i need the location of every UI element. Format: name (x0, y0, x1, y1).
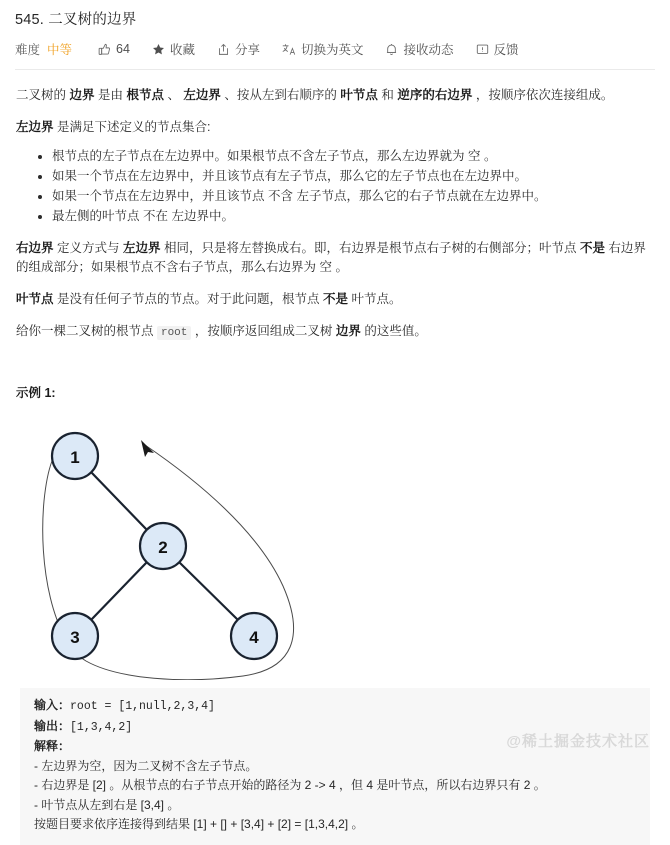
difficulty-label: 难度 (15, 43, 41, 57)
list-item: • 根节点的左子节点在左边界中。如果根节点不含左子节点，那么左边界就为 空 。 (52, 146, 654, 166)
p1-b2: 根节点 (126, 88, 164, 102)
translate-icon (282, 43, 296, 56)
list-item: • 最左侧的叶节点 不在 左边界中。 (52, 206, 654, 226)
description-paragraph-2 (16, 118, 654, 137)
translate-label: 切换为英文 (300, 43, 364, 57)
feedback-label: 反馈 (493, 43, 519, 57)
subscribe-label: 接收动态 (403, 43, 454, 57)
p5-t2: ，按顺序返回组成二叉树 (191, 324, 336, 338)
p5-t1: 给你一棵二叉树的根节点 (16, 324, 157, 338)
p1-t5: 和 (377, 88, 398, 102)
input-row (34, 696, 650, 717)
p1-t6: ，按顺序依次连接组成。 (472, 88, 614, 102)
p4-t2: 叶节点。 (347, 292, 402, 306)
p4-b2: 不是 (322, 292, 348, 306)
p3-b1: 右边界 (16, 241, 54, 255)
example-title: 示例 1: (16, 386, 56, 400)
description-paragraph-5 (16, 322, 654, 343)
binary-tree-figure (8, 405, 328, 680)
explain-label: 解释： (34, 739, 71, 753)
left-boundary-rules (16, 146, 654, 226)
root-code-token: root (157, 326, 191, 340)
p3-b2: 左边界 (122, 241, 161, 255)
p1-t4: 、按从左到右顺序的 (220, 88, 341, 102)
page-title: 545. 二叉树的边界 (15, 12, 137, 28)
explain-row (34, 737, 650, 757)
example-code-block (20, 688, 650, 845)
explain-line: - 右边界是 [2] 。从根节点的右子节点开始的路径为 2 -> 4 ，但 4 是叶节点，所以右边界只有 2 。 (34, 778, 546, 792)
p1-t1: 二叉树的 (16, 88, 70, 102)
output-label: 输出： (34, 718, 71, 733)
p1-t2: 是由 (94, 88, 127, 102)
subscribe-button[interactable] (385, 40, 453, 58)
problem-description (0, 86, 670, 343)
translate-button[interactable] (282, 40, 364, 58)
difficulty-badge (15, 40, 72, 58)
p3-t2: 相同，只是将左替换成右。即，右边界是根节点右子树的右侧部分；叶节点 (160, 241, 580, 255)
explain-line: - 左边界为空，因为二叉树不含左子节点。 (34, 758, 258, 773)
edge-1-2 (91, 472, 147, 530)
thumbs-up-icon (98, 43, 111, 56)
p1-b5: 逆序的右边界 (397, 88, 473, 102)
explain-line: - 叶节点从左到右是 [3,4] 。 (34, 797, 180, 812)
p3-b3: 不是 (579, 241, 605, 255)
p2-t1: 是满足下述定义的节点集合: (53, 120, 211, 134)
tree-node-3 (52, 613, 98, 659)
share-icon (217, 43, 230, 56)
list-item: • 如果一个节点在左边界中，并且该节点有左子节点，那么它的左子节点也在左边界中。 (52, 166, 654, 186)
input-label: 输入： (34, 698, 71, 712)
site-watermark: @稀土掘金技术社区 (506, 733, 650, 750)
p1-b4: 叶节点 (340, 88, 378, 102)
p2-b1: 左边界 (16, 120, 54, 134)
favorite-button[interactable] (152, 40, 195, 58)
tree-node-1-label: 1 (70, 448, 80, 467)
tree-node-4-label: 4 (249, 628, 259, 647)
p3-t1: 定义方式与 (53, 241, 123, 255)
p1-b1: 边界 (69, 88, 95, 102)
p4-b1: 叶节点 (16, 292, 54, 306)
tree-node-4 (231, 613, 277, 659)
boundary-arrowhead (141, 440, 154, 457)
share-label: 分享 (234, 43, 260, 57)
tree-node-2 (140, 523, 186, 569)
bell-icon (385, 43, 398, 56)
tree-node-2-label: 2 (158, 538, 168, 557)
p5-b1: 边界 (335, 324, 361, 338)
p5-t3: 的这些值。 (360, 324, 427, 338)
feedback-icon (476, 43, 489, 56)
like-count: 64 (116, 42, 130, 56)
difficulty-value: 中等 (47, 43, 73, 57)
edge-2-4 (179, 562, 238, 620)
p1-b3: 左边界 (183, 88, 221, 102)
output-value: [1,3,4,2] (70, 720, 133, 734)
output-row (34, 717, 650, 738)
feedback-button[interactable] (476, 40, 519, 58)
tree-node-1 (52, 433, 98, 479)
share-button[interactable] (217, 40, 260, 58)
problem-toolbar (0, 30, 670, 60)
p3-t3: 右边界的组成部分；如果根节点不含右子节点，那么右边界为 空 。 (16, 241, 646, 274)
star-icon (152, 43, 165, 56)
p1-t3: 、 (163, 88, 184, 102)
description-paragraph-3 (16, 239, 654, 277)
description-paragraph-1 (16, 86, 654, 105)
description-paragraph-4 (16, 290, 654, 309)
list-item: • 如果一个节点在左边界中，并且该节点 不含 左子节点，那么它的右子节点就在左边界中。 (52, 186, 654, 206)
input-value: root = [1,null,2,3,4] (70, 700, 215, 713)
p4-t1: 是没有任何子节点的节点。对于此问题，根节点 (53, 292, 323, 306)
favorite-label: 收藏 (169, 43, 195, 57)
tree-node-3-label: 3 (70, 628, 80, 647)
result-line: 按题目要求依序连接得到结果 [1] + [] + [3,4] + [2] = [1,3,4,2] 。 (34, 817, 364, 831)
edge-2-3 (91, 562, 147, 620)
header-divider (15, 69, 655, 70)
like-button[interactable] (98, 42, 130, 56)
